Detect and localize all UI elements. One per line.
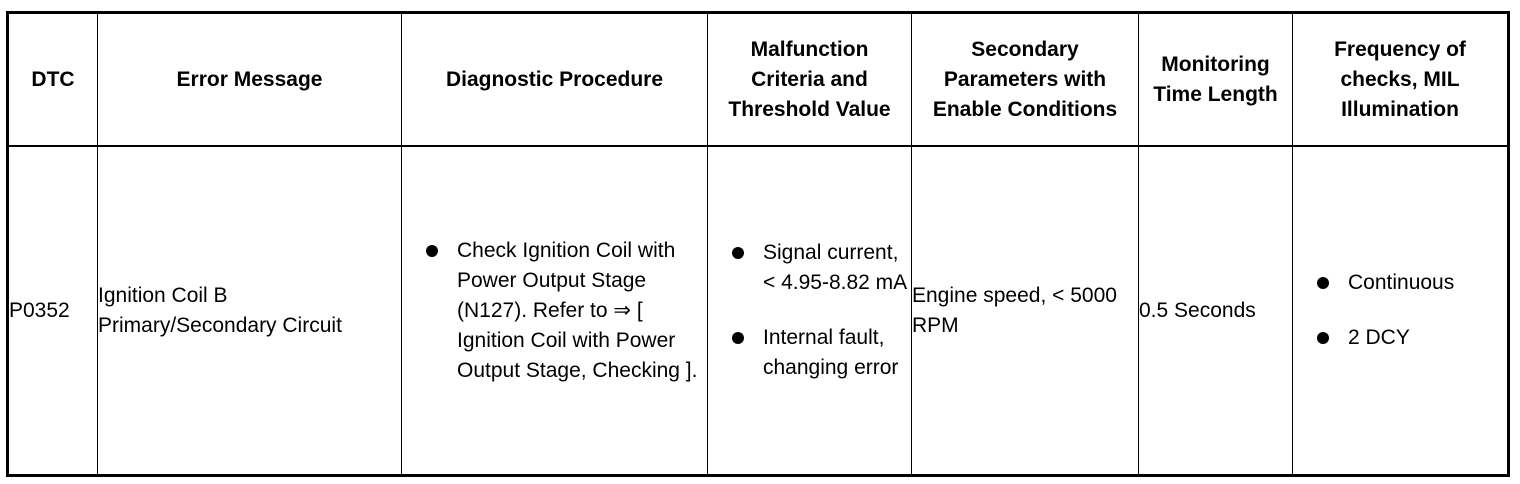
list-item: [708, 238, 911, 298]
header-frequency: [1293, 13, 1509, 147]
header-diagnostic-procedure-label: Diagnostic Procedure: [445, 67, 664, 91]
bullet-icon: [1317, 277, 1329, 289]
header-frequency-label: Frequency of checks, MIL Illumination: [1334, 37, 1466, 121]
cell-error-message: Ignition Coil B Primary/Secondary Circuit: [98, 146, 402, 476]
cell-diagnostic-procedure: [402, 146, 708, 476]
table-header: [8, 13, 1509, 147]
cell-malfunction-criteria: [708, 146, 912, 476]
list-item: [402, 236, 707, 386]
cell-dtc: P0352: [8, 146, 98, 476]
header-error-message: [98, 13, 402, 147]
cell-frequency: [1293, 146, 1509, 476]
malfunction-criteria-list: [708, 238, 911, 383]
header-dtc-label: DTC: [31, 67, 75, 91]
frequency-text: 2 DCY: [1348, 326, 1410, 349]
header-error-message-label: Error Message: [176, 67, 323, 91]
list-item: [1293, 323, 1507, 353]
header-malfunction-criteria-label: Malfunction Criteria and Threshold Value: [728, 37, 891, 121]
malfunction-criteria-text: Internal fault, changing error: [763, 326, 899, 379]
diagnostic-procedure-text: Check Ignition Coil with Power Output Stage (N127). Refer to ⇒ [ Ignition Coil with Power Output Stage, Checking ].: [457, 238, 698, 382]
table-row: [8, 146, 1509, 476]
header-monitoring-time: [1139, 13, 1293, 147]
frequency-text: Continuous: [1348, 271, 1455, 294]
table-body: [8, 146, 1509, 476]
header-row: [8, 13, 1509, 147]
list-item: [1293, 268, 1507, 298]
header-malfunction-criteria: [708, 13, 912, 147]
cell-secondary-parameters: Engine speed, < 5000 RPM: [912, 146, 1139, 476]
cell-monitoring-time: 0.5 Seconds: [1139, 146, 1293, 476]
bullet-icon: [426, 245, 438, 257]
header-secondary-parameters-label: Secondary Parameters with Enable Conditions: [932, 37, 1118, 121]
list-item: [708, 323, 911, 383]
header-diagnostic-procedure: [402, 13, 708, 147]
header-dtc: [8, 13, 98, 147]
dtc-table: [6, 11, 1510, 477]
header-monitoring-time-label: Monitoring Time Length: [1153, 52, 1278, 106]
bullet-icon: [732, 332, 744, 344]
bullet-icon: [1317, 332, 1329, 344]
header-secondary-parameters: [912, 13, 1139, 147]
frequency-list: [1293, 268, 1507, 353]
diagnostic-procedure-list: [402, 236, 707, 386]
malfunction-criteria-text: Signal current, < 4.95-8.82 mA: [763, 241, 908, 294]
bullet-icon: [732, 247, 744, 259]
